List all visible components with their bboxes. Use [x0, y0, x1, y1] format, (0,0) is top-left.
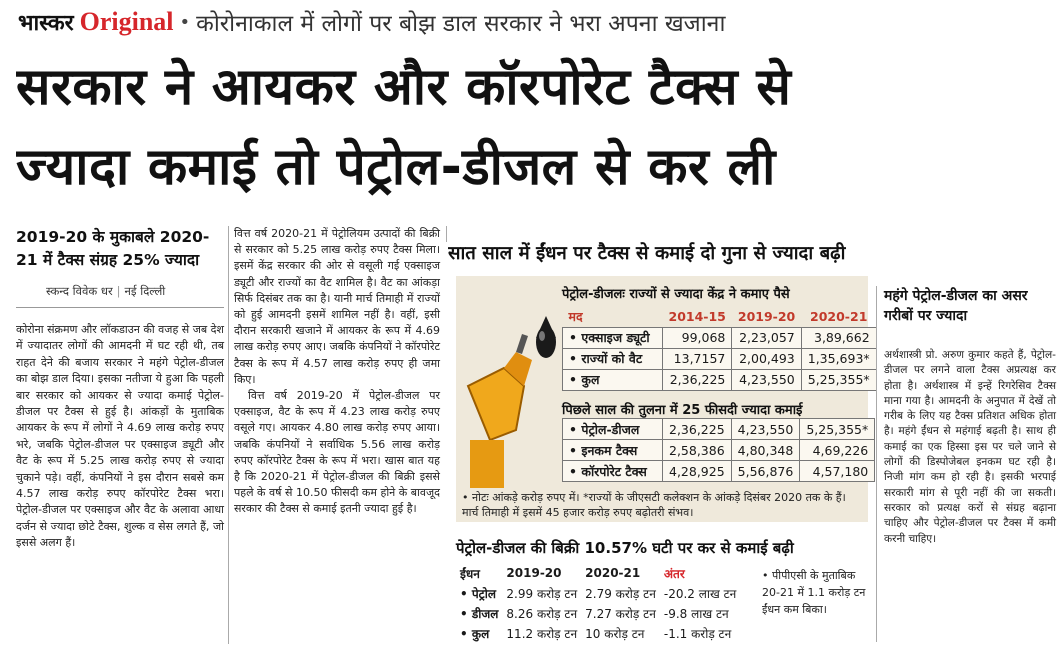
byline-rule — [16, 307, 224, 308]
original-label: Original — [79, 7, 174, 36]
infographic-note: • नोटः आंकड़े करोड़ रुपए में। *राज्यों के जीएसटी कलेक्शन के आंकड़े दिसंबर 2020 तक के हैं। मार्च तिमाही में इसमें 45 हजार करोड़ रुपए बढ़ोतरी संभव। — [462, 491, 846, 519]
headline-line-1: सरकार ने आयकर और कॉरपोरेट टैक्स से — [16, 58, 792, 117]
table-cell: 5,25,355* — [800, 419, 875, 440]
table-cell: 1,35,693* — [801, 348, 876, 369]
table-cell: 4,69,226 — [800, 440, 875, 461]
table-header-cell: मद — [563, 306, 663, 327]
table-row — [456, 623, 740, 643]
article-body-2b: वित्त वर्ष 2019-20 में पेट्रोल-डीजल पर एक्साइज, वैट के रूप में 4.23 लाख करोड़ रुपए वसूले गए। आयकर 4.80 लाख करोड़ रुपए आया। जबकि कंपनियों ने सर्वाधिक 5.56 लाख करोड़ रुपए कॉरपोरेट टैक्स के रूप में भरा। खास बात यह है कि 2020-21 में पेट्रोल-डीजल की बिक्री इससे पहले के वर्ष से 10.50 फीसदी कम होने के बावजूद सरकार की टैक्स से कमाई इतनी ज्यादा हुई है। — [234, 389, 440, 516]
table-cell: • कुल — [563, 369, 663, 390]
table-cell: 3,89,662 — [801, 327, 876, 348]
table-header-cell: अंतर — [663, 566, 685, 581]
table-cell: 2.79 करोड़ टन — [585, 586, 656, 601]
table-cell: 4,23,550 — [732, 369, 801, 390]
table-cell: • पेट्रोल-डीजल — [563, 419, 663, 440]
article-column-1 — [16, 226, 224, 552]
table-cell: 5,56,876 — [731, 461, 800, 482]
table-row — [563, 348, 877, 369]
author-name: स्कन्द विवेक धर — [46, 284, 113, 298]
sidebar-subhead: महंगे पेट्रोल-डीजल का असर गरीबों पर ज्यादा — [884, 288, 1028, 324]
table-cell: 99,068 — [663, 327, 732, 348]
table-cell: 11.2 करोड़ टन — [506, 626, 578, 641]
table-row — [563, 461, 875, 482]
table-row — [563, 440, 875, 461]
table-header-cell: 2019-20 — [732, 306, 801, 327]
table-cell: • पेट्रोल — [460, 586, 496, 601]
sales-note: • पीपीएसी के मुताबिक 20-21 में 1.1 करोड़ टन ईंधन कम बिका। — [762, 569, 866, 616]
byline — [16, 284, 224, 299]
infographic-title: सात साल में ईंधन पर टैक्स से कमाई दो गुना से ज्यादा बढ़ी — [448, 243, 846, 264]
table-header-row — [456, 563, 740, 583]
table-cell: • एक्साइज ड्यूटी — [563, 327, 663, 348]
article-body-2a: वित्त वर्ष 2020-21 में पेट्रोलियम उत्पादों की बिक्री से सरकार को 5.25 लाख करोड़ रुपए टैक्स मिला। इसमें केंद्र सरकार की ओर से वसूली गई एक्साइज ड्यूटी और राज्यों का वैट शामिल है। वैट का आंकड़ा सिर्फ दिसंबर तक का है। यानी मार्च तिमाही में राज्यों को हुई आमदनी इसमें शामिल नहीं है। वहीं, इसी दौरान सरकारी खजाने में आयकर के रूप में 4.69 लाख करोड़ रुपए आए। जबकि कंपनियों ने कॉरपोरेट टैक्स के रूप में 4.57 लाख करोड़ रुपए ही जमा किए। — [234, 227, 440, 386]
table-row — [456, 603, 740, 623]
main-headline — [16, 48, 1056, 208]
table-cell: 2,36,225 — [663, 419, 732, 440]
table-cell: • कुल — [460, 626, 490, 641]
table-header-row — [563, 306, 877, 327]
column-divider-1 — [228, 226, 229, 644]
table-cell: 2,00,493 — [732, 348, 801, 369]
table-header-cell: 2014-15 — [663, 306, 732, 327]
fuel-tax-table — [562, 306, 877, 391]
tax-table-title: पेट्रोल-डीजलः राज्यों से ज्यादा केंद्र ने कमाए पैसे — [562, 287, 790, 302]
table-cell: 4,28,925 — [663, 461, 732, 482]
table-cell: 7.27 करोड़ टन — [585, 606, 656, 621]
table-cell: • राज्यों को वैट — [563, 348, 663, 369]
table-cell: -20.2 लाख टन — [663, 586, 737, 601]
fuel-sales-table — [456, 563, 740, 643]
masthead — [0, 0, 1059, 44]
table-cell: 4,80,348 — [731, 440, 800, 461]
table-cell: • डीजल — [460, 606, 499, 621]
sales-table-title: पेट्रोल-डीजल की बिक्री 10.57% घटी पर कर से कमाई बढ़ी — [456, 539, 794, 557]
table-header-cell: 2020-21 — [585, 566, 641, 580]
kicker-text: कोरोनाकाल में लोगों पर बोझ डाल सरकार ने भरा अपना खजाना — [196, 11, 726, 37]
article-body-1: कोरोना संक्रमण और लॉकडाउन की वजह से जब देश में ज्यादातर लोगों की आमदनी में घट रही थी, तब राहत देने की बजाय सरकार ने महंगे पेट्रोल-डीजल का बोझ डाल दिया। इसका नतीजा ये हुआ कि पहली बार सरकार को आयकर से ज्यादा कमाई पेट्रोल-डीजल पर टैक्स से हुई है। आंकड़ों के मुताबिक आयकर के रूप में लोगों ने 4.69 लाख करोड़ रुपए भरे, जबकि पेट्रोल-डीजल पर एक्साइज ड्यूटी और वैट के रूप में 5.25 लाख करोड़ रुपए से ज्यादा चुकाने पड़े। वहीं, कंपनियों ने इस दौरान सबसे कम 4.57 लाख करोड़ रुपए कॉरपोरेट टैक्स भरा। पेट्रोल-डीजल पर एक्साइज और वैट के अलावा आधा दर्जन से ज्यादा छोटे टैक्स, शुल्क व सेस लगते हैं, जो इससे अलग हैं। — [16, 323, 224, 550]
table-cell: 10 करोड़ टन — [585, 626, 645, 641]
table-row — [563, 327, 877, 348]
fuel-pump-nozzle-icon — [460, 290, 564, 488]
brand-logo: भास्कर — [18, 10, 74, 36]
kicker-bullet: • — [179, 11, 191, 33]
article-column-2 — [234, 226, 440, 518]
comparison-table-title: पिछले साल की तुलना में 25 फीसदी ज्यादा कमाई — [562, 403, 803, 418]
table-cell: 2,58,386 — [663, 440, 732, 461]
table-header-cell: 2020-21 — [801, 306, 876, 327]
headline-line-2: ज्यादा कमाई तो पेट्रोल-डीजल से कर ली — [16, 138, 776, 197]
sidebar-body: अर्थशास्त्री प्रो. अरुण कुमार कहते हैं, पेट्रोल-डीजल पर लगने वाला टैक्स अप्रत्यक्ष कर होता है। अर्थशास्त्र में इन्हें रिगरेसिव टैक्स माना गया है। आमदनी के अनुपात में देखें तो गरीब के लिए यह टैक्स प्रतिशत अधिक होता है। महंगे ईंधन से महंगाई बढ़ती है। साथ ही कमाई का एक हिस्सा इस पर चले जाने से लोगों की डिस्पोजेबल इनकम घट रही है। निजी मांग कम हो रही है। इसकी भरपाई सरकारी मांग से पूरी नहीं की जा सकती। सरकार को प्रत्यक्ष करों से संग्रह बढ़ाना चाहिए और पेट्रोल-डीजल पर टैक्स में कमी करनी चाहिए। — [884, 349, 1056, 545]
table-cell: 4,57,180 — [800, 461, 875, 482]
article-subhead: 2019-20 के मुकाबले 2020-21 में टैक्स संग्रह 25% ज्यादा — [16, 228, 210, 269]
table-cell: 4,23,550 — [731, 419, 800, 440]
table-cell: 2.99 करोड़ टन — [506, 586, 578, 601]
table-cell: 13,7157 — [663, 348, 732, 369]
column-divider-2 — [446, 226, 447, 242]
table-cell: 5,25,355* — [801, 369, 876, 390]
table-cell: 2,36,225 — [663, 369, 732, 390]
table-cell: • कॉरपोरेट टैक्स — [563, 461, 663, 482]
table-cell: • इनकम टैक्स — [563, 440, 663, 461]
table-header-cell: 2019-20 — [506, 566, 562, 580]
article-column-right — [884, 286, 1056, 547]
table-header-cell: ईंधन — [460, 566, 480, 581]
table-row — [456, 583, 740, 603]
dateline-city: नई दिल्ली — [124, 284, 166, 298]
table-row — [563, 419, 875, 440]
column-divider-3 — [876, 286, 877, 642]
table-cell: 2,23,057 — [732, 327, 801, 348]
table-cell: 8.26 करोड़ टन — [506, 606, 578, 621]
table-cell: -9.8 लाख टन — [663, 606, 729, 621]
tax-comparison-table — [562, 418, 875, 482]
table-cell: -1.1 करोड़ टन — [663, 626, 732, 641]
table-row — [563, 369, 877, 390]
byline-separator: | — [116, 284, 121, 298]
